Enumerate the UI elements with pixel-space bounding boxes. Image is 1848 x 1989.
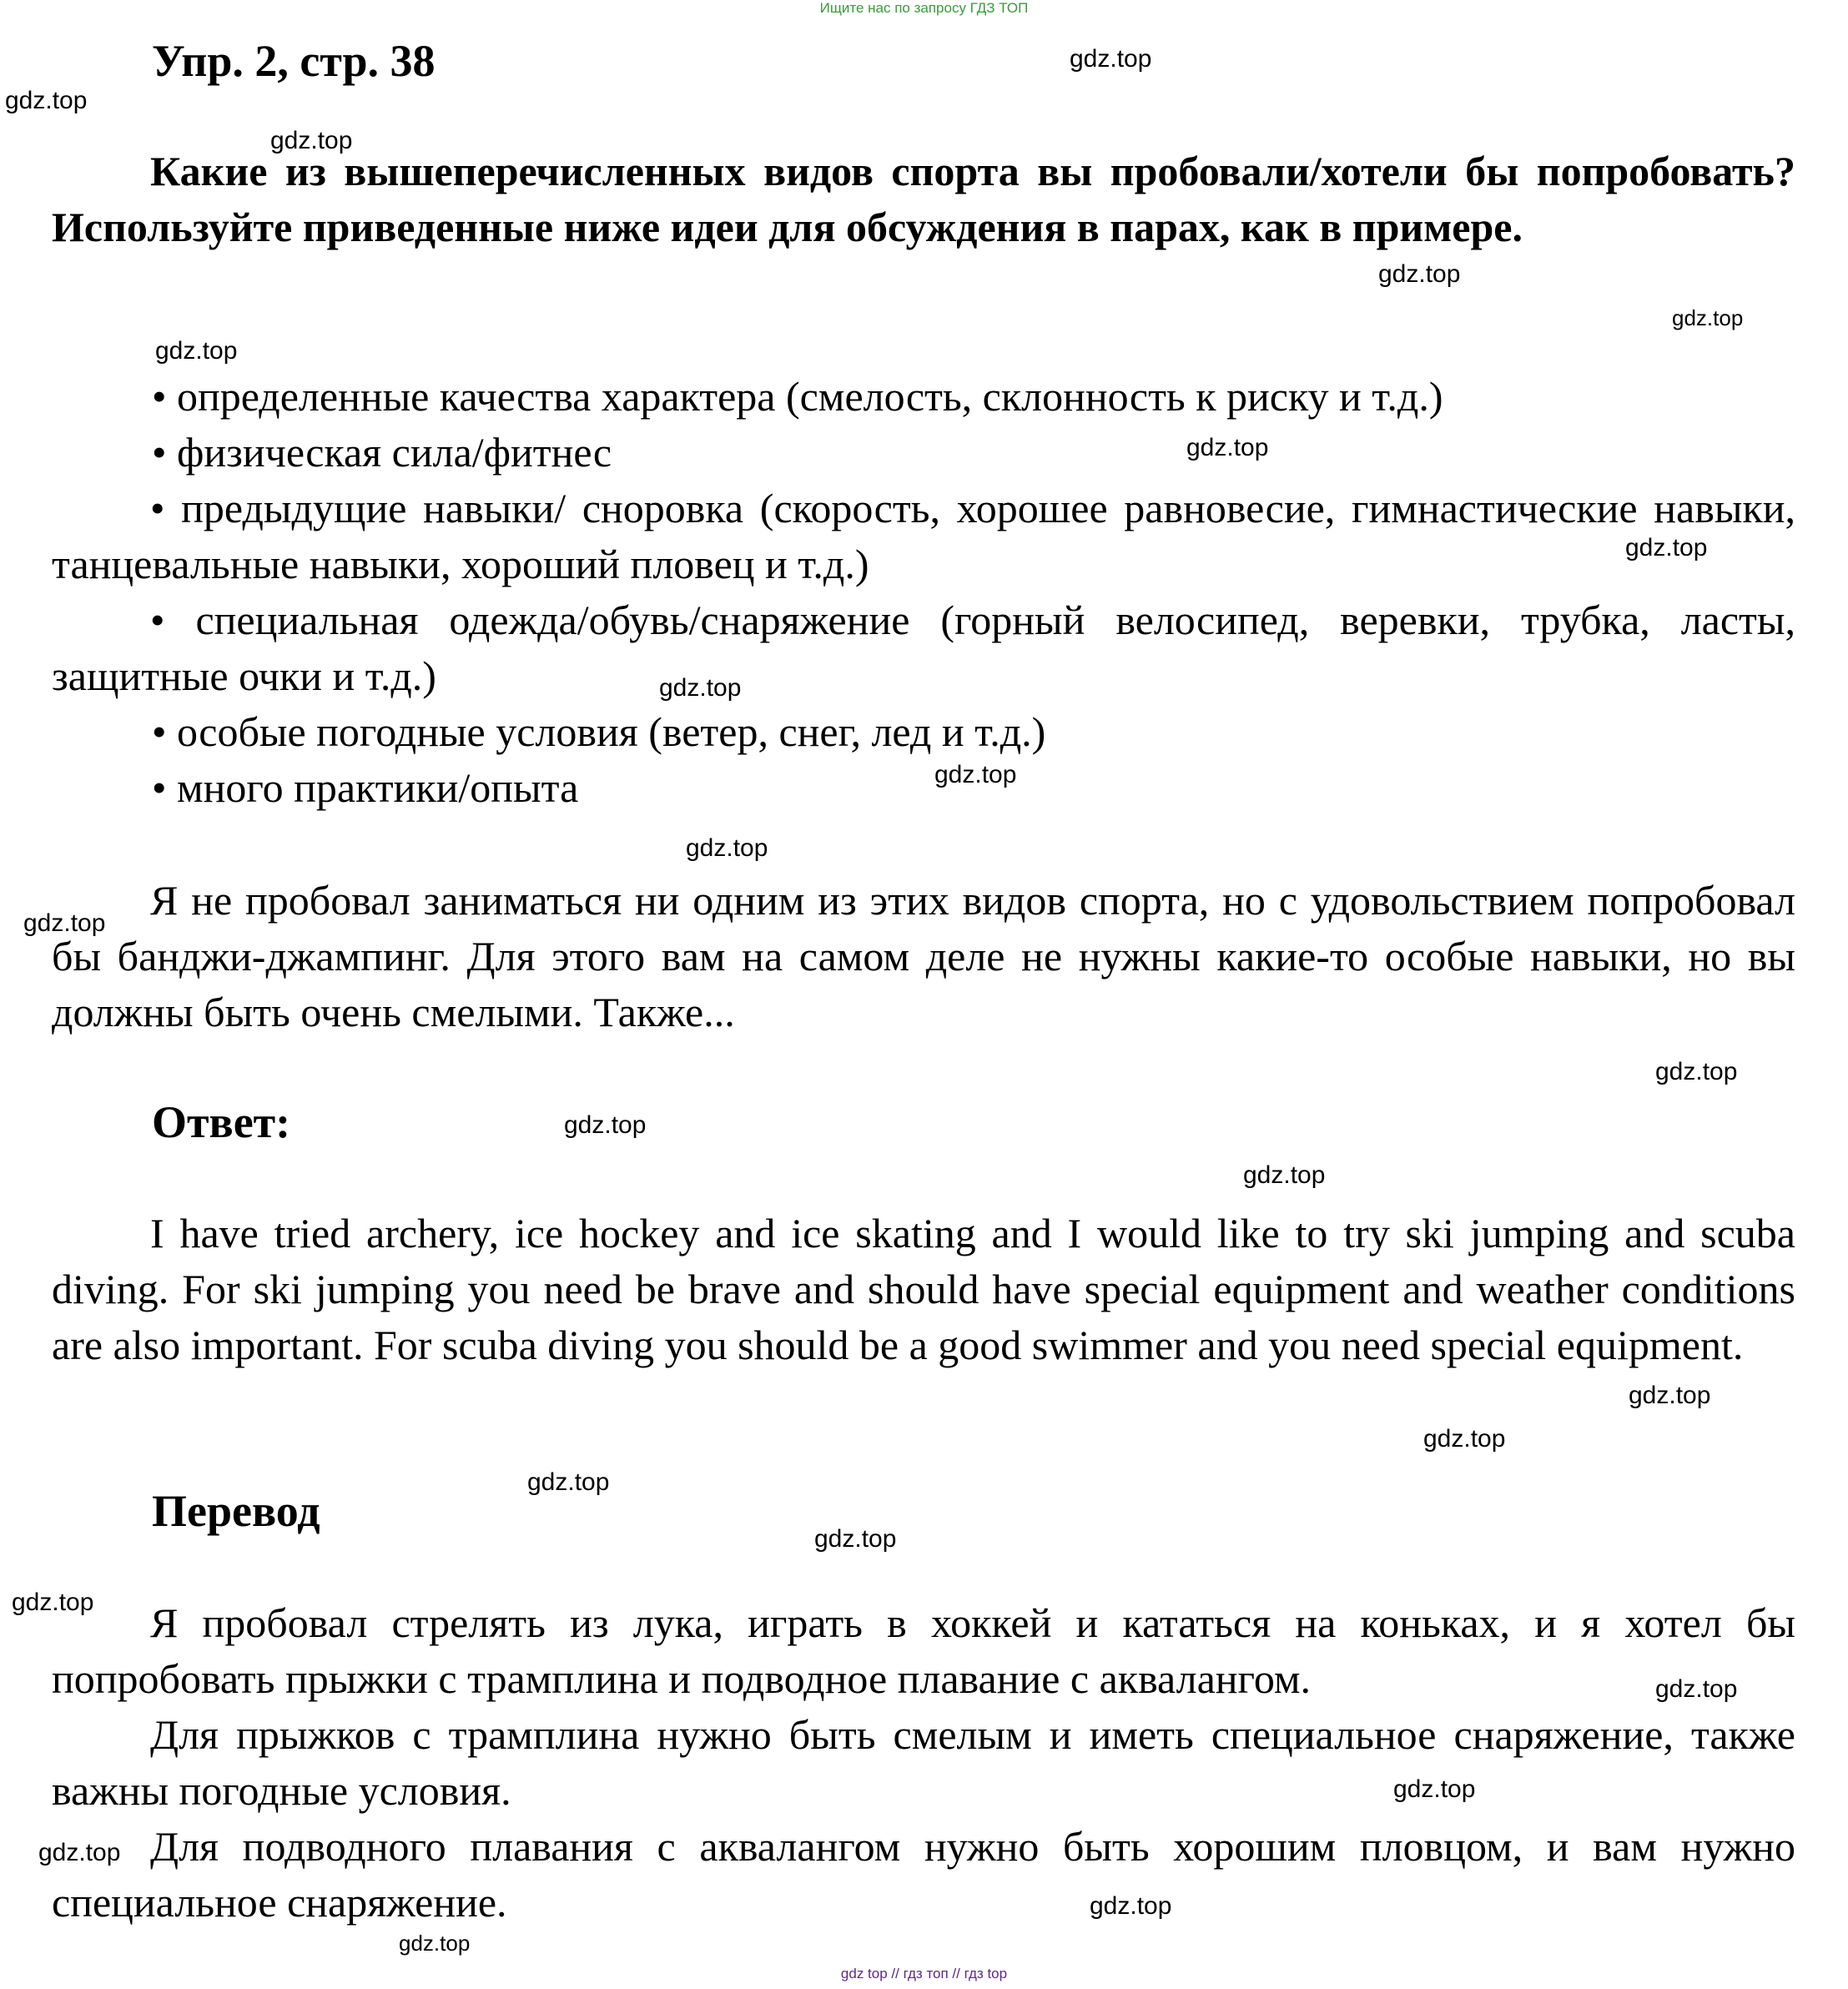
watermark: gdz.top	[564, 1111, 647, 1139]
watermark: gdz.top	[1243, 1161, 1326, 1189]
watermark: gdz.top	[1393, 1775, 1476, 1803]
watermark: gdz.top	[1629, 1382, 1711, 1409]
bullet-item: • специальная одежда/обувь/снаряжение (горный велосипед, веревки, трубка, ласты, защитные очки и т.д.)	[52, 597, 1795, 699]
top-search-link[interactable]: Ищите нас по запросу ГДЗ ТОП	[819, 0, 1029, 16]
watermark: gdz.top	[1090, 1892, 1172, 1920]
task-text: Какие из вышеперечисленных видов спорта вы пробовали/хотели бы попробовать? Используйте приведенные ниже идеи для обсуждения в парах, как в примере.	[52, 148, 1795, 250]
translation-heading: Перевод	[152, 1486, 320, 1536]
bullet-item: • предыдущие навыки/ сноровка (скорость, хорошее равновесие, гимнастические навыки, танцевальные навыки, хороший пловец и т.д.)	[52, 485, 1795, 587]
bottom-site-link[interactable]: gdz top // гдз топ // гдз top	[840, 1966, 1008, 1981]
translation-paragraph: Для прыжков с трамплина нужно быть смелым и иметь специальное снаряжение, также важны погодные условия.	[52, 1711, 1795, 1814]
watermark: gdz.top	[659, 674, 742, 702]
watermark: gdz.top	[527, 1468, 610, 1496]
answer-text: I have tried archery, ice hockey and ice skating and I would like to try ski jumping and scuba diving. For ski jumping you need be brave and should have special equipment and weather conditions are also important. For scuba diving you should be a good swimmer and you need special equipment.	[52, 1210, 1795, 1368]
watermark: gdz.top	[814, 1525, 897, 1553]
watermark: gdz.top	[1423, 1425, 1506, 1453]
watermark: gdz.top	[1655, 1675, 1738, 1703]
watermark: gdz.top	[38, 1839, 121, 1866]
translation-paragraph: Для подводного плавания с аквалангом нужно быть хорошим пловцом, и вам нужно специальное снаряжение.	[52, 1823, 1795, 1926]
example-text: Я не пробовал заниматься ни одним из этих видов спорта, но с удовольствием попробовал бы банджи-джампинг. Для этого вам на самом деле не нужны какие-то особые навыки, но вы должны быть очень смелыми. Также...	[52, 877, 1795, 1035]
bullet-item: • много практики/опыта	[152, 764, 579, 811]
watermark: gdz.top	[1378, 260, 1461, 288]
watermark: gdz.top	[23, 909, 106, 937]
watermark: gdz.top	[934, 761, 1017, 788]
watermark: gdz.top	[1655, 1058, 1738, 1085]
watermark: gdz.top	[5, 87, 88, 114]
bullet-item: • особые погодные условия (ветер, снег, лед и т.д.)	[152, 708, 1046, 755]
translation-paragraph: Я пробовал стрелять из лука, играть в хоккей и кататься на коньках, и я хотел бы попробовать прыжки с трамплина и подводное плавание с аквалангом.	[52, 1599, 1795, 1702]
watermark: gdz.top	[1186, 434, 1269, 461]
watermark: gdz.top	[1625, 534, 1708, 561]
watermark: gdz.top	[1672, 305, 1744, 330]
bullet-item: • физическая сила/фитнес	[152, 429, 612, 476]
bullet-item: • определенные качества характера (смелость, склонность к риску и т.д.)	[152, 373, 1443, 420]
watermark: gdz.top	[1070, 45, 1152, 73]
watermark: gdz.top	[399, 1931, 471, 1956]
exercise-title: Упр. 2, стр. 38	[152, 36, 436, 86]
watermark: gdz.top	[270, 127, 353, 154]
watermark: gdz.top	[155, 337, 238, 365]
watermark: gdz.top	[686, 834, 768, 862]
watermark: gdz.top	[12, 1589, 94, 1616]
answer-heading: Ответ:	[152, 1097, 291, 1147]
